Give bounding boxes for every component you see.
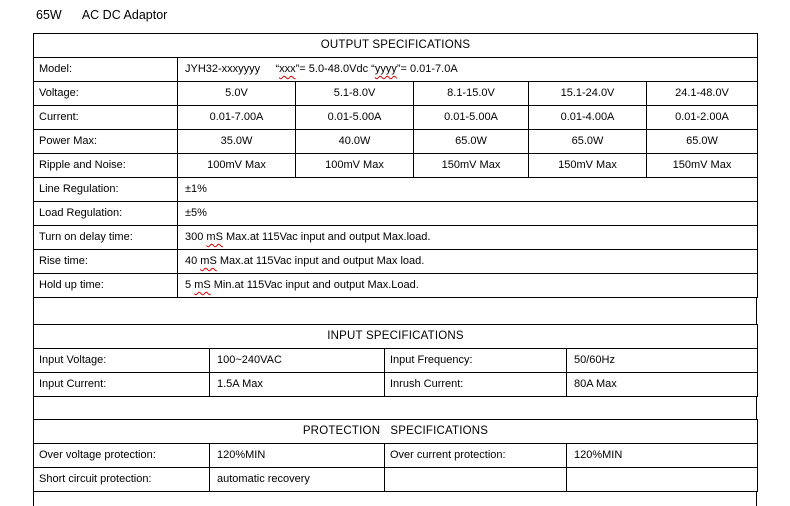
text-segment: 5 xyxy=(185,279,195,291)
spec-row-load-regulation xyxy=(34,202,758,226)
document-title: 65W AC DC Adaptor xyxy=(36,8,168,22)
text-segment: Max.at 115Vac input and output Max.load. xyxy=(222,231,431,243)
output-section-header: OUTPUT SPECIFICATIONS xyxy=(34,34,758,58)
table-spacer xyxy=(33,492,757,506)
spec-value: 100mV Max xyxy=(178,154,296,178)
spec-row-model xyxy=(34,58,758,82)
spec-value: 80A Max xyxy=(567,373,758,397)
spec-row-ripple-noise xyxy=(34,154,758,178)
spec-label: Hold up time: xyxy=(34,274,178,298)
table-spacer xyxy=(33,298,757,324)
spec-label: Ripple and Noise: xyxy=(34,154,178,178)
spec-value xyxy=(178,226,758,250)
spec-value: 1.5A Max xyxy=(210,373,385,397)
misspelled-text: xxx xyxy=(279,63,296,75)
spec-label: Input Current: xyxy=(34,373,210,397)
spec-value: 5.1-8.0V xyxy=(296,82,414,106)
spec-label: Current: xyxy=(34,106,178,130)
spec-label: Over voltage protection: xyxy=(34,444,210,468)
text-segment: 300 xyxy=(185,231,207,243)
spec-value: 50/60Hz xyxy=(567,349,758,373)
text-segment: ”= 5.0-48.0Vdc “ xyxy=(295,63,375,75)
spec-value: 65.0W xyxy=(647,130,758,154)
spec-value xyxy=(178,250,758,274)
spec-value: 0.01-5.00A xyxy=(296,106,414,130)
misspelled-text: mS xyxy=(206,231,223,243)
spec-label: Turn on delay time: xyxy=(34,226,178,250)
spec-value: 100mV Max xyxy=(296,154,414,178)
spec-row-turn-on-delay xyxy=(34,226,758,250)
text-segment: Min.at 115Vac input and output Max.Load. xyxy=(210,279,419,291)
spec-label xyxy=(385,468,567,492)
spec-value: 40.0W xyxy=(296,130,414,154)
spec-value: 150mV Max xyxy=(414,154,529,178)
section-header-row xyxy=(34,325,758,349)
spec-value: 120%MIN xyxy=(210,444,385,468)
spec-value: 100~240VAC xyxy=(210,349,385,373)
spec-value: automatic recovery xyxy=(210,468,385,492)
spec-row-current xyxy=(34,106,758,130)
misspelled-text: mS xyxy=(200,255,217,267)
input-section-header: INPUT SPECIFICATIONS xyxy=(34,325,758,349)
spec-label: Input Frequency: xyxy=(385,349,567,373)
output-spec-table xyxy=(33,33,758,298)
spec-value: 24.1-48.0V xyxy=(647,82,758,106)
spec-label: Short circuit protection: xyxy=(34,468,210,492)
spec-value xyxy=(178,202,758,226)
spec-value xyxy=(178,274,758,298)
spec-row-input-voltage xyxy=(34,349,758,373)
spec-value: 150mV Max xyxy=(647,154,758,178)
spec-row-rise-time xyxy=(34,250,758,274)
spec-value: 150mV Max xyxy=(529,154,647,178)
spec-label: Power Max: xyxy=(34,130,178,154)
spec-label: Load Regulation: xyxy=(34,202,178,226)
spec-label: Voltage: xyxy=(34,82,178,106)
section-header-row xyxy=(34,34,758,58)
protection-spec-table xyxy=(33,419,758,492)
spec-value: 35.0W xyxy=(178,130,296,154)
misspelled-text: mS xyxy=(194,279,211,291)
spec-row-line-regulation xyxy=(34,178,758,202)
spec-label: Line Regulation: xyxy=(34,178,178,202)
spec-value: 120%MIN xyxy=(567,444,758,468)
spec-value: 8.1-15.0V xyxy=(414,82,529,106)
spec-value xyxy=(567,468,758,492)
table-spacer xyxy=(33,397,757,419)
spec-row-over-voltage xyxy=(34,444,758,468)
protection-section-header: PROTECTION SPECIFICATIONS xyxy=(34,420,758,444)
text-segment: ±1% xyxy=(185,183,207,195)
spec-label: Inrush Current: xyxy=(385,373,567,397)
input-spec-table xyxy=(33,324,758,397)
text-segment: JYH32-xxxyyyy “ xyxy=(185,63,280,75)
spec-tables xyxy=(33,33,757,506)
spec-row-power-max xyxy=(34,130,758,154)
text-segment: Max.at 115Vac input and output Max load. xyxy=(216,255,425,267)
spec-value: 65.0W xyxy=(414,130,529,154)
spec-row-input-current xyxy=(34,373,758,397)
spec-value: 15.1-24.0V xyxy=(529,82,647,106)
text-segment: 40 xyxy=(185,255,201,267)
spec-value: 65.0W xyxy=(529,130,647,154)
spec-value: 0.01-5.00A xyxy=(414,106,529,130)
misspelled-text: yyyy xyxy=(374,63,397,75)
spec-label: Over current protection: xyxy=(385,444,567,468)
section-header-row xyxy=(34,420,758,444)
spec-label: Rise time: xyxy=(34,250,178,274)
text-segment: ±5% xyxy=(185,207,207,219)
spec-label: Input Voltage: xyxy=(34,349,210,373)
spec-label: Model: xyxy=(34,58,178,82)
spec-value: 5.0V xyxy=(178,82,296,106)
spec-value xyxy=(178,178,758,202)
spec-value xyxy=(178,58,758,82)
spec-row-hold-up-time xyxy=(34,274,758,298)
spec-value: 0.01-4.00A xyxy=(529,106,647,130)
spec-row-voltage xyxy=(34,82,758,106)
text-segment: ”= 0.01-7.0A xyxy=(396,63,458,75)
spec-value: 0.01-7.00A xyxy=(178,106,296,130)
spec-row-short-circuit xyxy=(34,468,758,492)
spec-value: 0.01-2.00A xyxy=(647,106,758,130)
